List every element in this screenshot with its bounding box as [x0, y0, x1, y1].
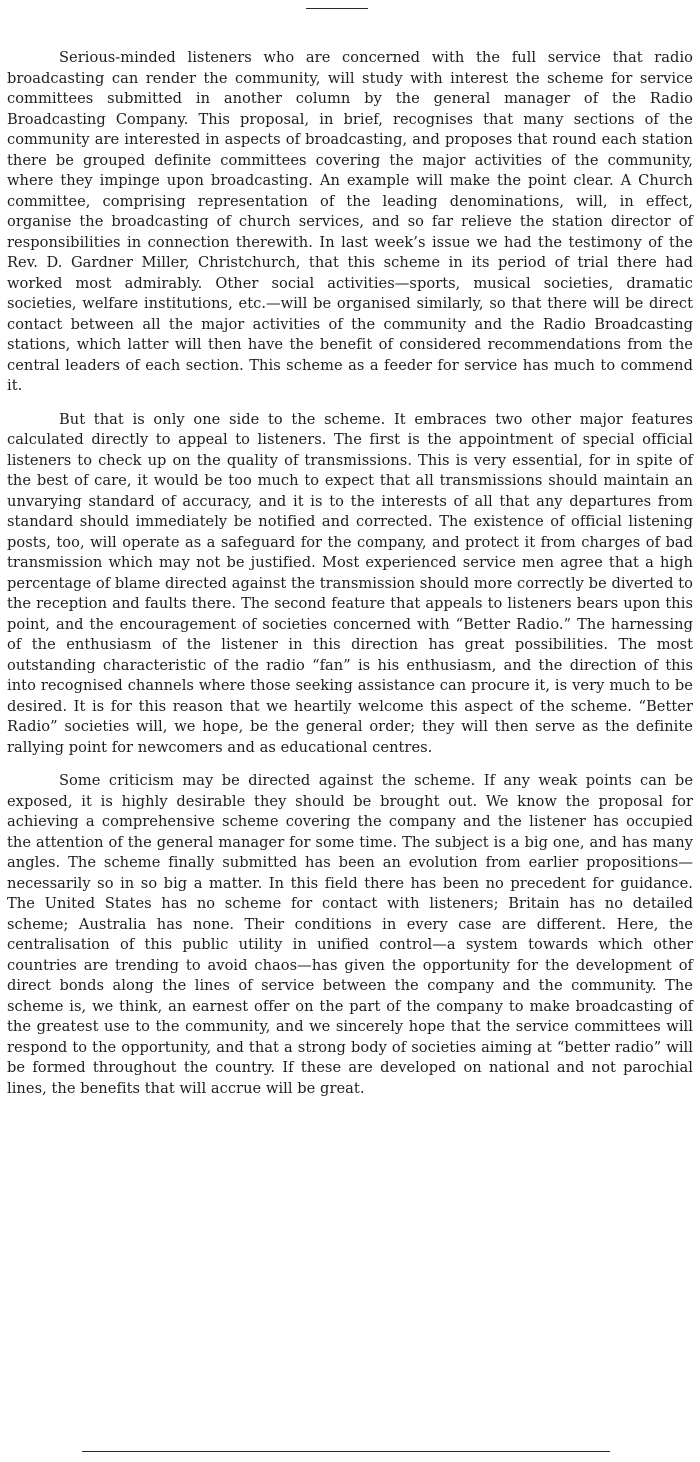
- article-paragraph-3: Some criticism may be directed against the scheme. If any weak points can be exposed, it is highly desirable they should be brought out. We know the proposal for achieving a comprehensive scheme covering the company and the listener has occupied the attention of the general manager for some time. The subject is a big one, and has many angles. The scheme finally submitted has been an evolution from earlier propositions—necessarily so in so big a matter. In this field there has been no precedent for guidance. The United States has no scheme for contact with listeners; Britain has no detailed scheme; Australia has none. Their conditions in every case are different. Here, the centralisation of this public utility in unified control—a system towards which other countries are trending to avoid chaos—has given the opportunity for the development of direct bonds along the lines of service between the company and the community. The scheme is, we think, an earnest offer on the part of the company to make broadcasting of the greatest use to the community, and we sincerely hope that the service committees will respond to the opportunity, and that a strong body of societies aiming at “better radio” will be formed throughout the country. If these are developed on national and not parochial lines, the benefits that will accrue will be great.: [7, 772, 693, 1097]
- top-divider-rule: [306, 8, 368, 9]
- article-paragraph-1: Serious-minded listeners who are concerned with the full service that radio broadcasting can render the community, will study with interest the scheme for service committees submitted in another column by the general manager of the Radio Broadcasting Company. This proposal, in brief, recognises that many sections of the community are interested in aspects of broadcasting, and proposes that round each station there be grouped definite committees covering the major activities of the community, where they impinge upon broadcasting. An example will make the point clear. A Church committee, comprising representation of the leading denominations, will, in effect, organise the broadcasting of church services, and so far relieve the station director of responsibilities in connection therewith. In last week’s issue we had the testimony of the Rev. D. Gardner Miller, Christchurch, that this scheme in its period of trial there had worked most admirably. Other social activities—sports, musical societies, dramatic societies, welfare institutions, etc.—will be organised similarly, so that there will be direct contact between all the major activities of the community and the Radio Broadcasting stations, which latter will then have the benefit of considered recommendations from the central leaders of each section. This scheme as a feeder for service has much to commend it.: [7, 49, 693, 394]
- editorial-article: [7, 48, 693, 1099]
- bottom-divider-rule: [82, 1451, 610, 1452]
- article-paragraph-2: But that is only one side to the scheme. It embraces two other major features calculated directly to appeal to listeners. The first is the appointment of special official listeners to check up on the quality of transmissions. This is very essential, for in spite of the best of care, it would be too much to expect that all transmissions should maintain an unvarying standard of accuracy, and it is to the interests of all that any departures from standard should immediately be notified and corrected. The existence of official listening posts, too, will operate as a safeguard for the company, and protect it from charges of bad transmission which may not be justified. Most experienced service men agree that a high percentage of blame directed against the transmission should more correctly be diverted to the reception and faults there. The second feature that appeals to listeners bears upon this point, and the encouragement of societies concerned with “Better Radio.” The harnessing of the enthusiasm of the listener in this direction has great possibilities. The most outstanding characteristic of the radio “fan” is his enthusiasm, and the direction of this into recognised channels where those seeking assistance can procure it, is very much to be desired. It is for this reason that we heartily welcome this aspect of the scheme. “Better Radio” societies will, we hope, be the general order; they will then serve as the definite rallying point for newcomers and as educational centres.: [7, 410, 693, 756]
